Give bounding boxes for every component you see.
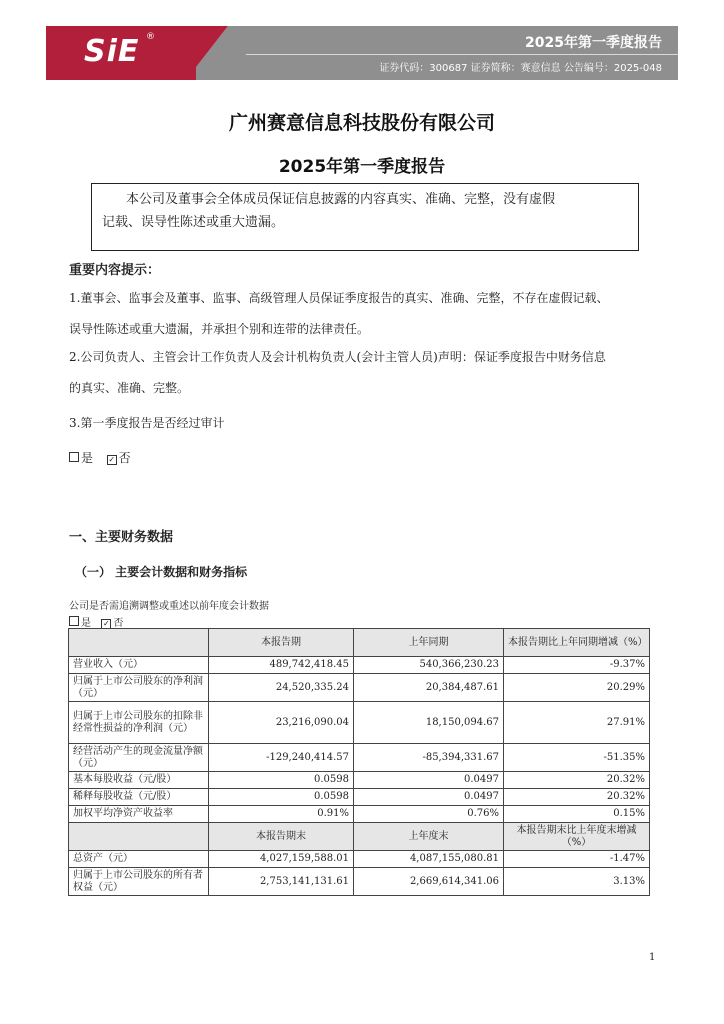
important-item-3: 3.第一季度报告是否经过审计 [69, 416, 225, 430]
section-1-heading: 一、主要财务数据 [69, 530, 174, 545]
table-cell: -51.35% [504, 744, 650, 772]
row-label: 总资产（元） [69, 851, 209, 868]
table-header-row [69, 629, 650, 657]
checkbox-unchecked-icon [69, 452, 79, 462]
table-cell: 3.13% [504, 868, 650, 896]
row-label: 营业收入（元） [69, 657, 209, 674]
table-cell: 24,520,335.24 [209, 674, 354, 702]
row-label: 归属于上市公司股东的净利润（元） [69, 674, 209, 702]
company-name: 广州赛意信息科技股份有限公司 [228, 112, 495, 134]
table-cell: 20.29% [504, 674, 650, 702]
retro-adjust-question: 公司是否需追溯调整或重述以前年度会计数据 [69, 601, 269, 612]
audit-no-label: 否 [118, 451, 131, 465]
row-label: 加权平均净资产收益率 [69, 806, 209, 823]
section-1-subheading: （一） 主要会计数据和财务指标 [75, 565, 248, 579]
table-header-cell: 本报告期末比上年度末增减（%） [504, 823, 650, 851]
important-item-1 [69, 283, 659, 345]
checkbox-checked-icon: ✓ [108, 455, 116, 464]
audit-yes-label: 是 [81, 451, 94, 465]
important-item-2-line-b: 的真实、准确、完整。 [69, 381, 190, 395]
audit-checkbox-row [69, 449, 131, 466]
table-header-cell: 本报告期比上年同期增减（%） [504, 629, 650, 657]
table-cell: 0.0598 [209, 772, 354, 789]
row-label: 归属于上市公司股东的所有者权益（元） [69, 868, 209, 896]
table-row [69, 789, 650, 806]
table-cell: 0.15% [504, 806, 650, 823]
table-header-cell: 本报告期末 [209, 823, 354, 851]
table-cell: 2,753,141,131.61 [209, 868, 354, 896]
table-header-cell: 上年度末 [354, 823, 504, 851]
company-logo: SiE [84, 34, 140, 69]
retro-no-label: 否 [113, 618, 124, 629]
table-cell: -129,240,414.57 [209, 744, 354, 772]
page-number: 1 [649, 952, 656, 963]
important-item-1-line-b: 误导性陈述或重大遗漏，并承担个别和连带的法律责任。 [69, 322, 370, 336]
important-heading: 重要内容提示： [69, 263, 161, 278]
table-cell: 0.0598 [209, 789, 354, 806]
table-cell: 540,366,230.23 [354, 657, 504, 674]
table-cell: -1.47% [504, 851, 650, 868]
table-header-cell: 上年同期 [354, 629, 504, 657]
row-label: 基本每股收益（元/股） [69, 772, 209, 789]
banner-title: 2025年第一季度报告 [525, 35, 662, 51]
table-cell: 0.0497 [354, 789, 504, 806]
banner-divider [246, 54, 678, 55]
table-cell: -9.37% [504, 657, 650, 674]
statement-line-1: 本公司及董事会全体成员保证信息披露的内容真实、准确、完整，没有虚假 [126, 192, 556, 207]
table-row [69, 851, 650, 868]
row-label: 经营活动产生的现金流量净额（元） [69, 744, 209, 772]
statement-line-2: 记载、误导性陈述或重大遗漏。 [102, 215, 285, 230]
table-cell: 27.91% [504, 702, 650, 744]
important-item-1-line-a: 1.董事会、监事会及董事、监事、高级管理人员保证季度报告的真实、准确、完整，不存在虚假记载、 [69, 291, 609, 305]
important-item-2-line-a: 2.公司负责人、主管会计工作负责人及会计机构负责人(会计主管人员)声明：保证季度报告中财务信息 [69, 350, 606, 364]
table-header-cell: 本报告期 [209, 629, 354, 657]
retro-checkbox-row [69, 614, 123, 629]
important-item-2 [69, 342, 659, 404]
table-cell: -85,394,331.67 [354, 744, 504, 772]
table-cell: 489,742,418.45 [209, 657, 354, 674]
table-row [69, 657, 650, 674]
row-label: 归属于上市公司股东的扣除非经常性损益的净利润（元） [69, 702, 209, 744]
table-row [69, 868, 650, 896]
table-cell: 0.76% [354, 806, 504, 823]
registered-mark: ® [146, 32, 155, 42]
table-row [69, 744, 650, 772]
table-cell: 23,216,090.04 [209, 702, 354, 744]
table-header-row [69, 823, 650, 851]
table-cell: 4,027,159,588.01 [209, 851, 354, 868]
header-banner [46, 26, 678, 80]
table-row [69, 674, 650, 702]
report-title: 2025年第一季度报告 [278, 157, 446, 177]
table-cell: 2,669,614,341.06 [354, 868, 504, 896]
table-cell: 20.32% [504, 789, 650, 806]
table-cell: 20,384,487.61 [354, 674, 504, 702]
table-cell: 20.32% [504, 772, 650, 789]
table-cell: 0.0497 [354, 772, 504, 789]
table-row [69, 702, 650, 744]
checkbox-checked-icon: ✓ [103, 619, 110, 628]
financial-data-table [68, 628, 650, 896]
table-cell: 4,087,155,080.81 [354, 851, 504, 868]
board-statement-box [91, 183, 639, 251]
retro-yes-label: 是 [81, 618, 91, 629]
table-row [69, 772, 650, 789]
checkbox-unchecked-icon [69, 616, 79, 626]
table-row [69, 806, 650, 823]
logo-slant [186, 26, 228, 80]
table-cell: 0.91% [209, 806, 354, 823]
row-label: 稀释每股收益（元/股） [69, 789, 209, 806]
table-header-cell [69, 823, 209, 851]
banner-security-info: 证券代码：300687 证券简称：赛意信息 公告编号：2025-048 [379, 63, 662, 74]
table-cell: 18,150,094.67 [354, 702, 504, 744]
table-header-cell [69, 629, 209, 657]
